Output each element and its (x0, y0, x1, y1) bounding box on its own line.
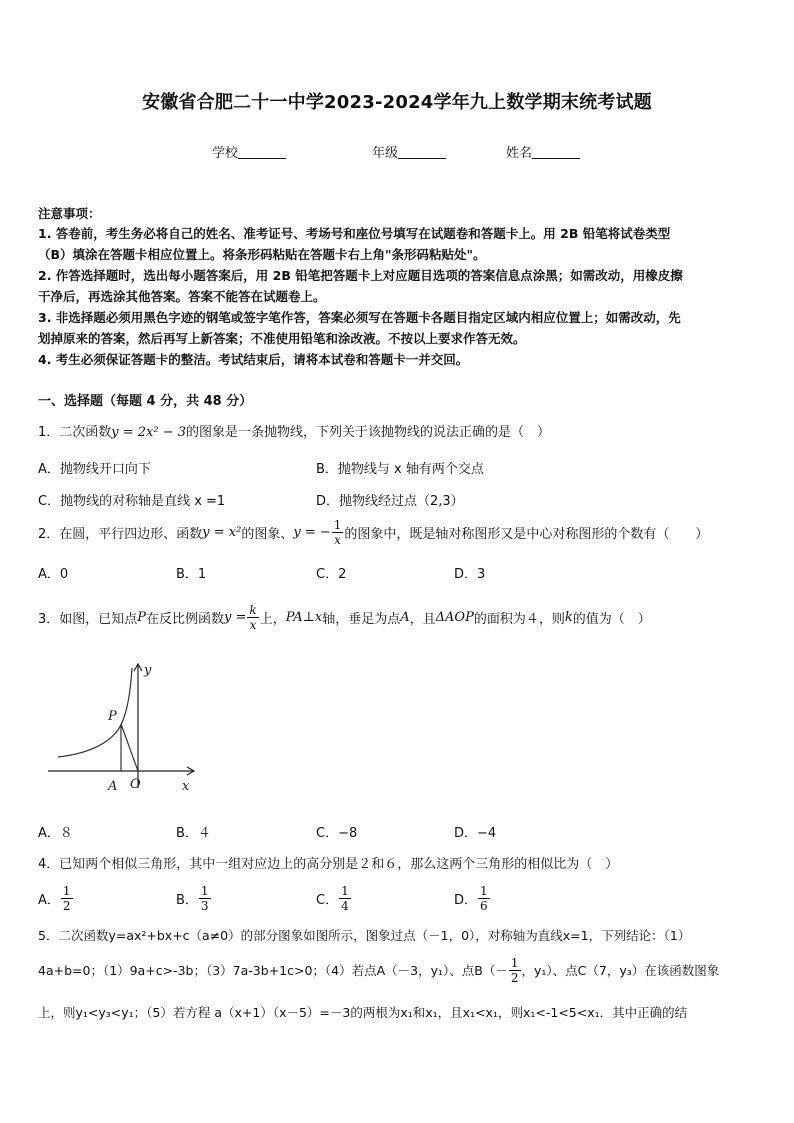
note-3: 3. 非选择题必须用黑色字迹的钢笔或签字笔作答，答案必须写在答题卡各题目指定区域内相应位置上；如需改动，先 (38, 310, 681, 325)
q3-point-p: P (137, 609, 147, 625)
q2-option-b: B．1 (176, 567, 207, 582)
question-5-line-3: 上，则y₁<y₃<y₁；（5）若方程 a（x+1）（x－5）=－3的两根为x₁和x₁，且x₁<x₁，则x₁<-1<5<x₁．其中正确的结 (38, 1005, 688, 1020)
note-1: 1. 答卷前，考生务必将自己的姓名、准考证号、考场号和座位号填写在试题卷和答题卡上。用 2B 铅笔将试卷类型 (38, 226, 671, 241)
q3-option-d: D．−4 (454, 826, 497, 841)
q4-a-den: 2 (62, 898, 71, 913)
q2-stem-end: 的图象中，既是轴对称图形又是中心对称图形的个数有（ ） (344, 526, 709, 542)
q1-stem-end: 的图象是一条抛物线，下列关于该抛物线的说法正确的是（ ） (186, 425, 551, 440)
q2-frac-num: 1 (333, 517, 342, 532)
q4-option-a (38, 880, 74, 916)
school-label: 学校 (212, 146, 239, 161)
q4-b-den: 3 (200, 898, 209, 913)
q1-option-b: B．抛物线与 x 轴有两个交点 (316, 462, 484, 477)
q2-formula-2: y = − (293, 524, 331, 540)
q4-option-d (454, 880, 491, 916)
q3-k: k (564, 609, 573, 625)
o-label: O (130, 777, 141, 792)
q1-stem: 1．二次函数 (38, 425, 112, 440)
q3-stem-5: ，且 (409, 611, 436, 627)
q2-formula-1: y = x² (202, 524, 242, 540)
q3-graph (44, 658, 202, 798)
q4-d-fraction (478, 884, 490, 913)
q1-option-c: C．抛物线的对称轴是直线 x =1 (38, 494, 226, 509)
q1-option-d: D．抛物线经过点（2,3） (316, 494, 464, 509)
a-label: A (108, 779, 118, 794)
note-4: 4. 考生必须保证答题卡的整洁。考试结束后，请将本试卷和答题卡一并交回。 (38, 352, 469, 367)
q3-point-a: A (400, 609, 410, 625)
question-2 (38, 514, 708, 550)
q1-option-a: A．抛物线开口向下 (38, 462, 151, 477)
question-5-line-2 (38, 952, 719, 988)
q4-a-num: 1 (62, 883, 71, 898)
school-field (212, 142, 286, 161)
q3-stem-4: 轴，垂足为点 (322, 611, 401, 627)
grade-label: 年级 (372, 146, 399, 161)
q4-d-num: 1 (480, 883, 488, 898)
q5-line-2a: 4a+b=0；（1）9a+c>-3b；（3）7a-3b+1c>0；（4）若点A（－3，y₁）、点B（－ (38, 963, 508, 978)
q4-c-num: 1 (341, 883, 349, 898)
q3-stem: 3．如图，已知点 (38, 611, 138, 627)
name-label: 姓名 (506, 146, 533, 161)
q4-option-b (176, 880, 212, 916)
note-1-cont: （B）填涂在答题卡相应位置上。将条形码粘贴在答题卡右上角"条形码粘贴处"。 (38, 247, 486, 262)
q3-frac-den: x (249, 617, 257, 632)
p-label: P (108, 709, 117, 724)
q3-stem-3: 上， (259, 611, 286, 627)
q2-frac-den: x (334, 532, 341, 547)
segment-po (121, 724, 138, 771)
q5-fraction (509, 956, 521, 985)
q3-triangle: ΔAOP (435, 609, 474, 625)
q3-stem-6: 的面积为４，则 (473, 611, 565, 627)
name-field (506, 142, 580, 161)
q1-formula: y = 2x² − 3 (111, 425, 187, 440)
question-4: 4．已知两个相似三角形，其中一组对应边上的高分别是２和６，那么这两个三角形的相似比为（ ） (38, 857, 619, 872)
y-label: y (144, 663, 152, 678)
grade-field (372, 142, 446, 161)
question-3 (38, 598, 651, 636)
q2-option-c: C．2 (316, 567, 347, 582)
q2-option-d: D．3 (454, 567, 486, 582)
q3-stem-2: 在反比例函数 (146, 611, 225, 627)
q3-stem-end: 的值为（ ） (572, 611, 651, 627)
page-title: 安徽省合肥二十一中学2023-2024学年九上数学期末统考试题 (142, 92, 652, 113)
q4-b-num: 1 (200, 883, 209, 898)
q2-stem-mid: 的图象、 (241, 526, 294, 542)
question-5-line-1: 5．二次函数y=ax²+bx+c（a≠0）的部分图象如图所示，图象过点（－1，0），对称轴为直线x=1，下列结论：（1） (38, 928, 691, 943)
q3-formula: y = (224, 609, 247, 625)
q3-fraction (247, 603, 258, 632)
school-blank (238, 146, 286, 159)
q3-perp: PA⊥x (285, 609, 323, 625)
name-blank (532, 146, 580, 159)
section-title: 一、选择题（每题 4 分，共 48 分） (38, 394, 253, 409)
q4-c-den: 4 (341, 898, 349, 913)
question-1 (38, 421, 550, 440)
q3-frac-num: k (249, 602, 257, 617)
q4-d-label: D． (454, 892, 478, 908)
q4-a-fraction (61, 884, 73, 913)
q5-frac-num: 1 (510, 955, 519, 970)
note-2: 2. 作答选择题时，选出每小题答案后，用 2B 铅笔把答题卡上对应题目选项的答案信息点涂黑；如需改动，用橡皮擦 (38, 268, 683, 283)
grade-blank (398, 146, 446, 159)
x-label: x (182, 779, 190, 794)
q4-b-fraction (199, 884, 211, 913)
note-2-cont: 干净后，再选涂其他答案。答案不能答在试题卷上。 (38, 289, 326, 304)
q5-frac-den: 2 (510, 970, 519, 985)
q4-d-den: 6 (480, 898, 488, 913)
q2-stem: 2．在圆，平行四边形、函数 (38, 526, 203, 542)
q2-fraction (332, 518, 344, 547)
q4-option-c (316, 880, 352, 916)
q4-b-label: B． (176, 892, 198, 908)
q3-option-a: A．８ (38, 826, 73, 841)
note-3-cont: 划掉原来的答案，然后再写上新答案；不准使用铅笔和涂改液。不按以上要求作答无效。 (38, 331, 526, 346)
q3-option-b: B．４ (176, 826, 211, 841)
q4-c-label: C． (316, 892, 339, 908)
q3-option-c: C．−8 (316, 826, 358, 841)
q5-line-2b: ，y₁）、点C（7，y₃）在该函数图象 (521, 963, 720, 978)
q4-a-label: A． (38, 892, 60, 908)
notes-heading: 注意事项： (38, 206, 101, 221)
q2-option-a: A．0 (38, 567, 69, 582)
q4-c-fraction (339, 884, 351, 913)
